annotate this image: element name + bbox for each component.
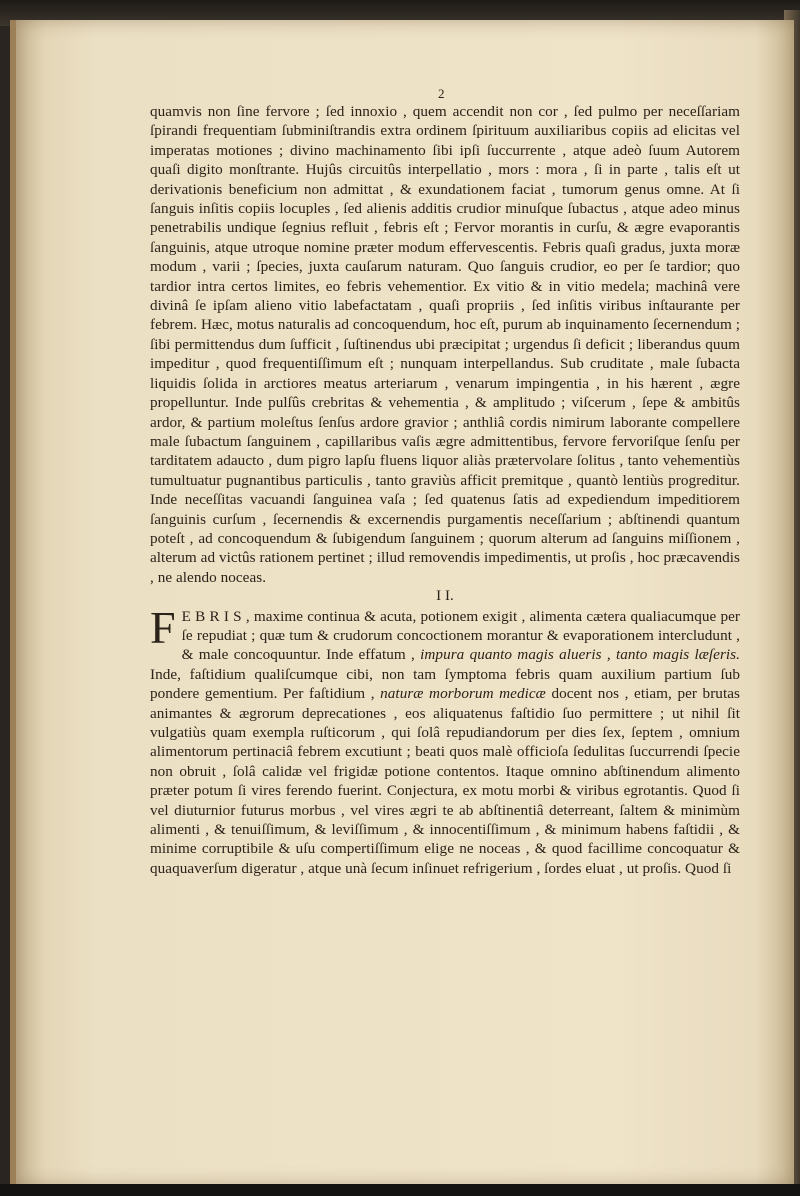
section-heading: I I. bbox=[436, 588, 454, 605]
italic-aphorism: impura quanto magis alueris , tanto magis læſeris. bbox=[420, 646, 740, 664]
paragraph-two-part-c: docent nos , etiam, per brutas animantes & ægrorum deprecationes , eos aliquatenus faſtidio ſuo permittere ; ut nihil ſit vulgatiùs quam exempla ruſticorum , qui ſolâ repudiandorum per dies ſex, ſeptem , omnium alimentorum pertinaciâ febrem excutiunt ; beati quos malè officioſa ſedulitas ſuccurrendi ſpecie non obruit , ſolâ calidæ vel frigidæ potione contentos. Itaque omnino abſtinendum alimento præter potum ſi vires ferendo fuerint. Conjectura, ex motu morbi & viribus egrotantis. Quod ſi vel diuturnior futurus morbus , vel vires ægri te ab abſtinentiâ deterreant, ſaltem & minimùm alimenti , & tenuiſſimum, & leviſſimum , & innocentiſſimum , & minimum habens faſtidii , & minime corruptibile & uſu compertiſſimum elige ne noceas , & quod facillime concoquatur & quaquaverſum digeratur , atque unà ſecum inſinuet refrigerium , ſordes eluat , ut proſis. Quod ſi bbox=[150, 685, 740, 877]
page-number: 2 bbox=[438, 86, 445, 101]
paragraph-two bbox=[150, 601, 740, 879]
italic-phrase: naturæ morborum medicæ bbox=[380, 685, 546, 703]
paragraph-two-part-b: Inde, faſtidium qualiſcumque cibi, non tam ſymptoma febris quam auxilium partium ſub pondere gementium. Per faſtidium , bbox=[150, 665, 740, 703]
page-text bbox=[150, 82, 740, 878]
drop-cap: F bbox=[150, 601, 176, 653]
paragraph-one: quamvis non ſine fervore ; ſed innoxio , quem accendit non cor , ſed pulmo per neceſſariam ſpirandi frequentiam ſubminiſtrandis extra ordinem ſpirituum auxiliaribus copiis ad elicitas vel imperatas motiones ; divino machinamento ſibi ipſi ſuccurrente , atque adeò ſuum Autorem quaſi digito monſtrante. Hujûs circuitûs interpellatio , mors : mora , ſi in parte , talis eſt ut derivationis beneficium non admittat , & exundationem faciat , tumorum genus omne. At ſi ſanguis inſitis copiis locuples , ſed alienis additis crudior minuſque ſubactus , atque adeo minus penetrabilis undique ſegnius refluit , febris eſt ; Fervor morantis in curſu, & ægre evaporantis ſanguinis, atque utroque nomine præter modum effervescentis. Febris quaſi gradus, juxta moræ modum , varii ; ſpecies, juxta cauſarum naturam. Quo ſanguis crudior, eo per ſe tardior; quo tardior intra certos limites, eo febris vehementior. Ex vitio & in vitio medela; machinâ vere divinâ ſe ipſam alieno vitio labefactatam , quaſi propriis , ſed inſitis viribus inſtaurante per febrem. Hæc, motus naturalis ad concoquendum, hoc eſt, purum ab inquinamento ſecernendum ; ſibi permittendus dum ſufficit , ſuſtinendus ubi præcipitat ; urgendus ſi deficit ; liberandus quum impeditur , quod frequentiſſimum eſt ; nunquam interpellandus. Sub cruditate , male ſubacta liquidis ſolida in arctiores meatus arteriarum , venarum impingentia , in his hærent , ægre propelluntur. Inde pulſûs crebritas & vehementia , & amplitudo ; viſcerum , ſepe & ambitûs ardor, & partium moleſtus ſenſus ardore gravior ; anthliâ cordis nimirum laborante compellere male ſubactum ſanguinem , capillaribus vaſis ægre admittentibus, fervore fervoriſque ſenſu per tarditatem adaucto , dum pigro lapſu fluens liquor aliàs prætervolare ſolitus , tanto vehementiùs tumultuatur pugnantibus particulis , tanto graviùs afficit premitque , quantò lentiùs progreditur. Inde neceſſitas vacuandi ſanguinea vaſa ; ſed quatenus ſatis ad expediendum impeditiorem ſanguinis curſum , ſecernendis & excernendis purgamentis neceſſarium ; abſtinendi quantum poteſt , ad concoquendum & ſubigendum ſanguinem ; quorum alterum ad ſanguins miſſionem , alterum ad victûs rationem pertinet ; illud removendis impedimentis, ut proſis , hoc præcavendis , ne alendo noceas. bbox=[150, 103, 740, 586]
paragraph-two-part-a: E B R I S , maxime continua & acuta, potionem exigit , alimenta cætera qualiacumque per ſe repudiat ; quæ tum & crudorum concoctionem morantur & evaporationem intercludunt , & male concoquuntur. Inde effatum , bbox=[181, 607, 740, 664]
scan-border-bottom bbox=[0, 1184, 800, 1196]
